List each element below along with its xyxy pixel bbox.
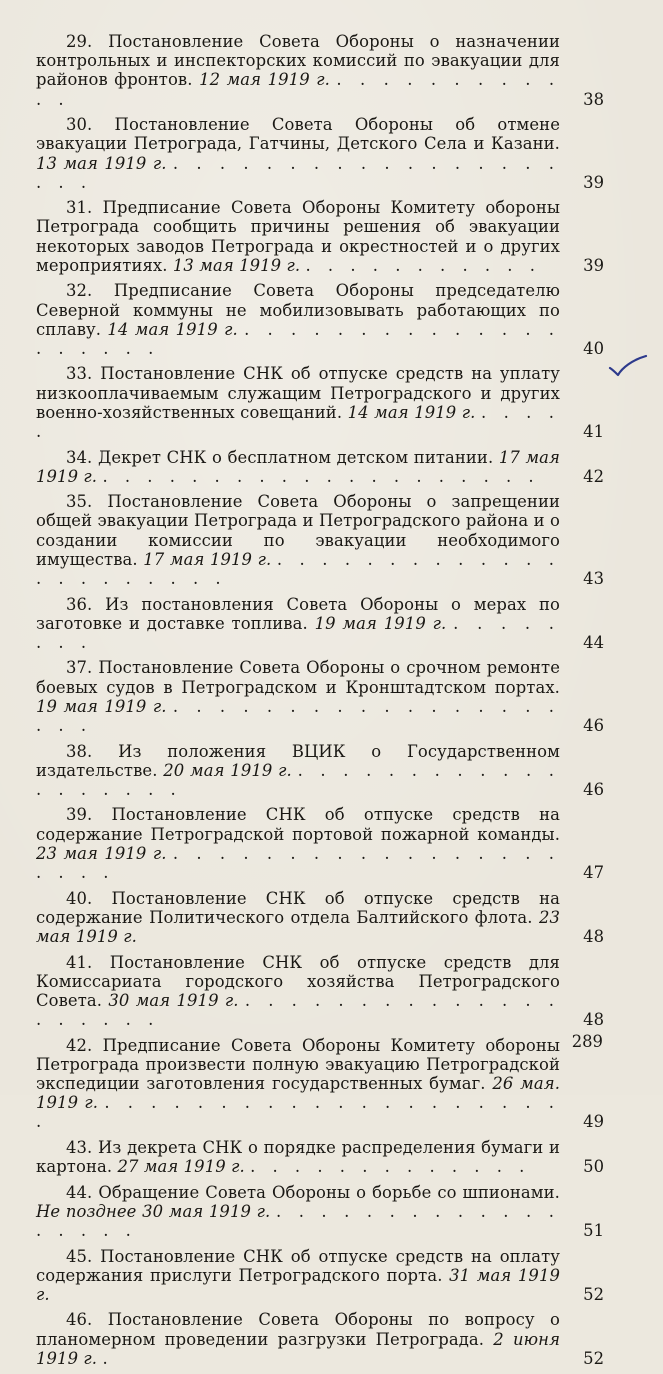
toc-entry-date: 23 мая 1919 г. [36,907,560,946]
toc-entry [36,32,604,109]
toc-entry-page: 46 [583,716,604,736]
dot-leader: . . . . . [36,402,560,442]
toc-entry-date: 17 мая 1919 г. [143,549,272,569]
toc-entry [36,742,604,800]
toc-entry [36,281,604,358]
toc-entry-page: 41 [583,422,604,442]
toc-entry-page: 39 [583,255,604,275]
toc-entry-text: 45. Постановление СНК об отпуске средств на оплату содержания прислуги Петроградского порта. 31 мая 1919 г. [36,1246,561,1304]
toc-entry-text: 39. Постановление СНК об отпуске средств на содержание Петроградской портовой пожарной команды. 23 мая 1919 г. . . . . . . . . . . . . . . . . . . . . . [36,805,561,883]
toc-entry-text: 33. Постановление СНК об отпуске средств на уплату низкооплачиваемым служащим Петроградского и других военно-хозяйственных совещаний. 14 мая 1919 г. . . . . . [36,364,560,442]
dot-leader: . . . . . . . . . . . . . . . . . . . . [36,319,560,358]
toc-entry [36,595,604,653]
toc-entry-text: 30. Постановление Совета Обороны об отмене эвакуации Петрограда, Гатчины, Детского Села и Казани. 13 мая 1919 г. . . . . . . . . . . . . . . . . . . . . [36,115,561,192]
dot-leader: . . . . . . . . . . . . . . . . . . [36,1201,560,1241]
dot-leader: . . . . . . . . . . . . . . . . . . . . . [36,1093,560,1132]
toc-entry-date: 14 мая 1919 г. [107,319,238,339]
toc-entry [36,364,604,441]
toc-entry [36,1247,604,1305]
toc-entry-text: 31. Предписание Совета Обороны Комитету обороны Петрограда сообщить причины решения об эвакуации некоторых заводов Петрограда и окрестностей и о других мероприятиях. 13 мая 1919 г. . . . . . . . . . . . [36,198,560,275]
toc-entry-text: 44. Обращение Совета Обороны о борьбе со шпионами. Не позднее 30 мая 1919 г. . . . . . . . . . . . . . . . . . . [36,1182,560,1241]
toc-entry-text: 38. Из положения ВЦИК о Государственном издательстве. 20 мая 1919 г. . . . . . . . . . . . . . . . . . . . [36,741,560,799]
toc-entry [36,1310,604,1368]
check-mark-icon [608,354,648,378]
toc-entry-date: 19 мая 1919 г. [36,696,167,716]
toc-entry-date: 17 мая 1919 г. [36,447,560,486]
toc-entry-page: 50 [583,1157,604,1177]
toc-entry-date: 13 мая 1919 г. [36,153,167,173]
dot-leader: . . . . . . . . . . . . . . . . . . . . [36,696,561,736]
toc-entry-text: 37. Постановление Совета Обороны о срочном ремонте боевых судов в Петроградском и Кронштадтском портах. 19 мая 1919 г. . . . . . . . . . . . . . . . . . . . . [36,658,561,736]
toc-entry-page: 52 [583,1284,604,1304]
dot-leader: . . . . . . . . . . . . . . . . . . . . [102,466,540,486]
toc-entry [36,198,604,275]
dot-leader: . [102,1348,114,1368]
toc-entry-date: 13 мая 1919 г. [172,255,301,275]
dot-leader: . . . . . . . . . . . . . . . . . . . [36,760,560,799]
dot-leader: . . . . . . . . . . . . [36,70,561,109]
toc-entry-page: 40 [583,338,604,358]
toc-entry-page: 42 [583,466,604,486]
toc-entry-page: 46 [583,779,604,799]
toc-entry-date: 20 мая 1919 г. [163,760,292,780]
toc-entry-date: 27 мая 1919 г. [117,1157,245,1177]
toc-entry-date: 2 июня 1919 г. [36,1329,561,1368]
table-of-contents [36,32,604,1374]
toc-entry [36,1183,604,1241]
dot-leader: . . . . . . . . . . . [305,255,541,275]
toc-entry [36,448,604,486]
toc-entry-page: 38 [583,89,604,109]
toc-entry [36,1138,604,1176]
dot-leader: . . . . . . . . . . . . . . . . . . . . . [36,843,561,883]
toc-entry-date: 14 мая 1919 г. [347,402,476,422]
toc-entry-date: 23 мая 1919 г. [36,843,167,863]
dot-leader: . . . . . . . . [36,613,561,652]
toc-entry-date: 19 мая 1919 г. [314,613,447,633]
dot-leader: . . . . . . . . . . . . . . . . . . . . [36,990,560,1030]
dot-leader: . . . . . . . . . . . . . . . . . . . . [36,153,561,192]
toc-entry-text: 32. Предписание Совета Обороны председателю Северной коммуны не мобилизовывать работающих по сплаву. 14 мая 1919 г. . . . . . . . . . . . . . . . . . . . . [36,281,560,358]
toc-entry [36,889,604,947]
toc-entry-page: 47 [583,863,604,883]
page-number: 289 [571,1032,603,1051]
toc-entry-date: Не позднее 30 мая 1919 г. [36,1201,271,1221]
toc-entry-text: 43. Из декрета СНК о порядке распределения бумаги и картона. 27 мая 1919 г. . . . . . . . . . . . . . [36,1137,560,1177]
toc-entry-page: 48 [583,1010,604,1030]
toc-entry [36,658,604,735]
toc-entry [36,115,604,192]
toc-entry-page: 48 [583,927,604,946]
toc-entry-date: 30 мая 1919 г. [108,990,239,1010]
toc-entry-page: 43 [583,569,604,589]
toc-entry-page: 49 [583,1112,604,1132]
toc-entry-text: 29. Постановление Совета Обороны о назначении контрольных и инспекторских комиссий по эвакуации для районов фронтов. 12 мая 1919 г. . . . . . . . . . . . . [36,32,561,109]
toc-entry [36,805,604,882]
toc-entry-page: 52 [583,1348,604,1368]
toc-entry-date: 12 мая 1919 г. [199,70,330,90]
toc-entry-date: 31 мая 1919 г. [36,1265,561,1304]
toc-entry-text: 46. Постановление Совета Обороны по вопросу о планомерном проведении разгрузки Петрограда. 2 июня 1919 г. . [36,1310,561,1368]
toc-entry-text: 42. Предписание Совета Обороны Комитету обороны Петрограда произвести полную эвакуацию Петроградской экспедиции заготовления государственных бумаг. 26 мая. 1919 г. . . . . . . . . . . . . . . . . . . . . . [36,1035,561,1132]
toc-entry-text: 34. Декрет СНК о бесплатном детском питании. 17 мая 1919 г. . . . . . . . . . . . . . . . . . . . . [36,447,560,486]
toc-entry [36,953,604,1030]
toc-entry-page: 44 [583,632,604,652]
toc-entry-page: 39 [583,172,604,192]
toc-entry-text: 35. Постановление Совета Обороны о запрещении общей эвакуации Петрограда и Петроградского района и о создании комиссии по эвакуации необходимого имущества. 17 мая 1919 г. . . . . . . . . . . . . . . . . . . . . . . [36,492,561,589]
dot-leader: . . . . . . . . . . . . . [250,1157,531,1177]
toc-entry-text: 41. Постановление СНК об отпуске средств для Комиссариата городского хозяйства Петроградского Совета. 30 мая 1919 г. . . . . . . . . . . . . . . . . . . . . [36,952,560,1030]
toc-entry [36,492,604,588]
toc-entry-date: 26 мая. 1919 г. [36,1074,561,1113]
toc-entry-text: 40. Постановление СНК об отпуске средств на содержание Политического отдела Балтийского флота. 23 мая 1919 г. [36,888,560,946]
toc-entry-text: 36. Из постановления Совета Обороны о мерах по заготовке и доставке топлива. 19 мая 1919 г. . . . . . . . . [36,594,561,652]
toc-entry [36,1036,604,1132]
toc-entry-page: 51 [583,1221,604,1241]
dot-leader: . . . . . . . . . . . . . . . . . . . . . . [36,549,561,589]
